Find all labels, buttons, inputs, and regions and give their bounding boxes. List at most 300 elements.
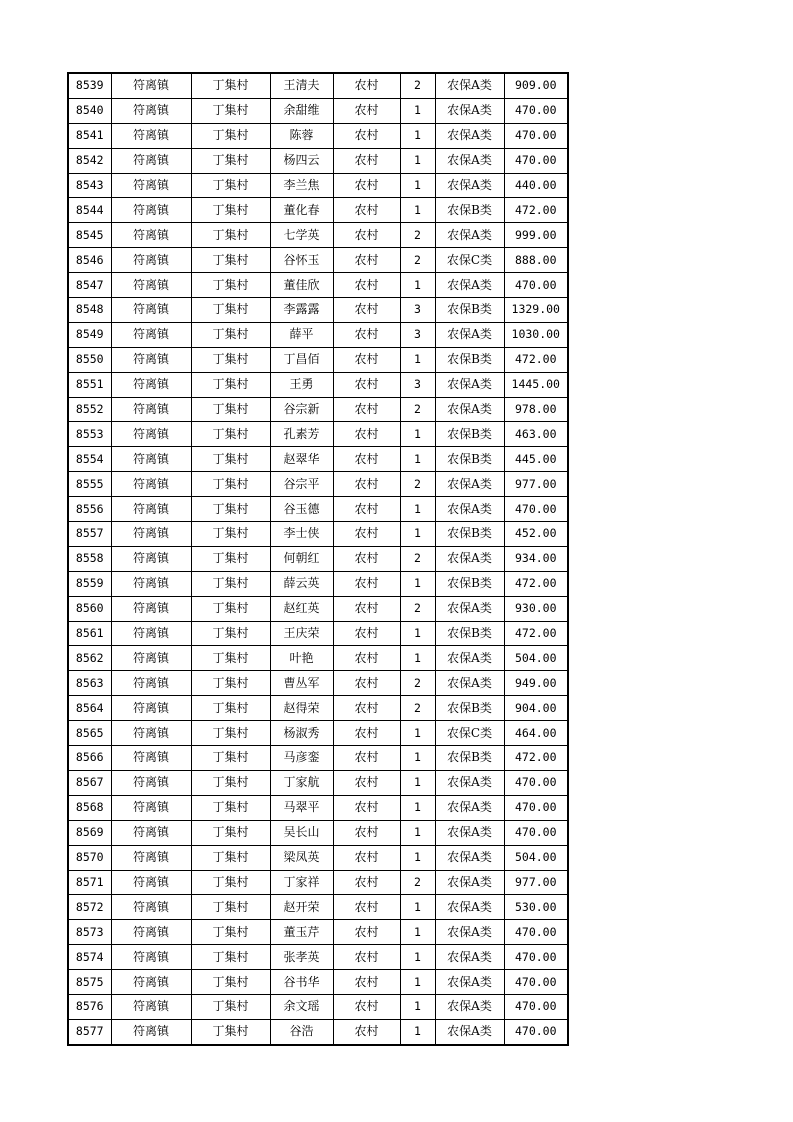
insurance-category-cell: 农保A类 (435, 472, 504, 497)
village-cell: 丁集村 (191, 970, 270, 995)
amount-cell: 470.00 (504, 970, 568, 995)
area-type-cell: 农村 (333, 1019, 400, 1044)
area-type-cell: 农村 (333, 98, 400, 123)
area-type-cell: 农村 (333, 273, 400, 298)
village-cell: 丁集村 (191, 621, 270, 646)
amount-cell: 440.00 (504, 173, 568, 198)
village-cell: 丁集村 (191, 322, 270, 347)
person-name-cell: 叶艳 (270, 646, 333, 671)
township-cell: 符离镇 (111, 870, 191, 895)
person-name-cell: 李士侠 (270, 522, 333, 547)
insurance-category-cell: 农保B类 (435, 422, 504, 447)
amount-cell: 530.00 (504, 895, 568, 920)
table-row (68, 945, 568, 970)
amount-cell: 934.00 (504, 546, 568, 571)
table-row (68, 273, 568, 298)
amount-cell: 470.00 (504, 123, 568, 148)
person-name-cell: 薛平 (270, 322, 333, 347)
household-size-cell: 1 (400, 98, 435, 123)
area-type-cell: 农村 (333, 497, 400, 522)
table-row (68, 522, 568, 547)
row-number: 8565 (68, 721, 111, 746)
village-cell: 丁集村 (191, 522, 270, 547)
township-cell: 符离镇 (111, 298, 191, 323)
village-cell: 丁集村 (191, 173, 270, 198)
insurance-category-cell: 农保A类 (435, 173, 504, 198)
township-cell: 符离镇 (111, 970, 191, 995)
table-row (68, 746, 568, 771)
village-cell: 丁集村 (191, 596, 270, 621)
row-number: 8552 (68, 397, 111, 422)
area-type-cell: 农村 (333, 696, 400, 721)
row-number: 8549 (68, 322, 111, 347)
area-type-cell: 农村 (333, 223, 400, 248)
row-number: 8545 (68, 223, 111, 248)
person-name-cell: 赵得荣 (270, 696, 333, 721)
household-size-cell: 1 (400, 198, 435, 223)
household-size-cell: 1 (400, 746, 435, 771)
row-number: 8563 (68, 671, 111, 696)
table-row (68, 895, 568, 920)
amount-cell: 463.00 (504, 422, 568, 447)
table-row (68, 845, 568, 870)
township-cell: 符离镇 (111, 148, 191, 173)
table-row (68, 571, 568, 596)
township-cell: 符离镇 (111, 746, 191, 771)
amount-cell: 888.00 (504, 248, 568, 273)
village-cell: 丁集村 (191, 671, 270, 696)
table-row (68, 920, 568, 945)
amount-cell: 978.00 (504, 397, 568, 422)
person-name-cell: 丁家航 (270, 770, 333, 795)
village-cell: 丁集村 (191, 721, 270, 746)
amount-cell: 1030.00 (504, 322, 568, 347)
person-name-cell: 谷宗平 (270, 472, 333, 497)
insurance-category-cell: 农保A类 (435, 73, 504, 98)
household-size-cell: 1 (400, 522, 435, 547)
row-number: 8574 (68, 945, 111, 970)
table-row (68, 298, 568, 323)
person-name-cell: 余文瑶 (270, 994, 333, 1019)
area-type-cell: 农村 (333, 895, 400, 920)
row-number: 8559 (68, 571, 111, 596)
person-name-cell: 梁凤英 (270, 845, 333, 870)
insurance-category-cell: 农保A类 (435, 223, 504, 248)
household-size-cell: 1 (400, 945, 435, 970)
insurance-category-cell: 农保A类 (435, 870, 504, 895)
table-row (68, 472, 568, 497)
area-type-cell: 农村 (333, 322, 400, 347)
table-row (68, 73, 568, 98)
insurance-category-cell: 农保A类 (435, 845, 504, 870)
area-type-cell: 农村 (333, 447, 400, 472)
township-cell: 符离镇 (111, 795, 191, 820)
table-row (68, 994, 568, 1019)
village-cell: 丁集村 (191, 248, 270, 273)
area-type-cell: 农村 (333, 970, 400, 995)
household-size-cell: 1 (400, 571, 435, 596)
amount-cell: 930.00 (504, 596, 568, 621)
person-name-cell: 赵开荣 (270, 895, 333, 920)
person-name-cell: 杨淑秀 (270, 721, 333, 746)
row-number: 8542 (68, 148, 111, 173)
township-cell: 符离镇 (111, 173, 191, 198)
amount-cell: 445.00 (504, 447, 568, 472)
table-row (68, 671, 568, 696)
township-cell: 符离镇 (111, 596, 191, 621)
person-name-cell: 董佳欣 (270, 273, 333, 298)
table-row (68, 347, 568, 372)
person-name-cell: 孔素芳 (270, 422, 333, 447)
township-cell: 符离镇 (111, 770, 191, 795)
amount-cell: 470.00 (504, 1019, 568, 1044)
household-size-cell: 2 (400, 248, 435, 273)
household-size-cell: 1 (400, 422, 435, 447)
area-type-cell: 农村 (333, 422, 400, 447)
household-size-cell: 2 (400, 596, 435, 621)
row-number: 8540 (68, 98, 111, 123)
village-cell: 丁集村 (191, 795, 270, 820)
insurance-category-cell: 农保B类 (435, 696, 504, 721)
insurance-category-cell: 农保A类 (435, 397, 504, 422)
area-type-cell: 农村 (333, 671, 400, 696)
village-cell: 丁集村 (191, 646, 270, 671)
household-size-cell: 1 (400, 646, 435, 671)
amount-cell: 470.00 (504, 994, 568, 1019)
amount-cell: 909.00 (504, 73, 568, 98)
amount-cell: 470.00 (504, 98, 568, 123)
table-row (68, 970, 568, 995)
township-cell: 符离镇 (111, 472, 191, 497)
insurance-category-cell: 农保A类 (435, 970, 504, 995)
area-type-cell: 农村 (333, 546, 400, 571)
village-cell: 丁集村 (191, 820, 270, 845)
township-cell: 符离镇 (111, 1019, 191, 1044)
township-cell: 符离镇 (111, 248, 191, 273)
insurance-category-cell: 农保A类 (435, 497, 504, 522)
township-cell: 符离镇 (111, 447, 191, 472)
table-row (68, 770, 568, 795)
table-row (68, 322, 568, 347)
village-cell: 丁集村 (191, 920, 270, 945)
person-name-cell: 杨四云 (270, 148, 333, 173)
person-name-cell: 谷玉德 (270, 497, 333, 522)
table-row (68, 820, 568, 845)
township-cell: 符离镇 (111, 73, 191, 98)
insurance-category-cell: 农保A类 (435, 1019, 504, 1044)
area-type-cell: 农村 (333, 571, 400, 596)
insurance-category-cell: 农保A类 (435, 895, 504, 920)
insurance-category-cell: 农保C类 (435, 248, 504, 273)
township-cell: 符离镇 (111, 721, 191, 746)
household-size-cell: 1 (400, 173, 435, 198)
area-type-cell: 农村 (333, 795, 400, 820)
household-size-cell: 1 (400, 770, 435, 795)
person-name-cell: 李露露 (270, 298, 333, 323)
row-number: 8541 (68, 123, 111, 148)
amount-cell: 470.00 (504, 820, 568, 845)
table-row (68, 223, 568, 248)
table-row (68, 422, 568, 447)
amount-cell: 470.00 (504, 795, 568, 820)
household-size-cell: 2 (400, 696, 435, 721)
township-cell: 符离镇 (111, 123, 191, 148)
row-number: 8554 (68, 447, 111, 472)
village-cell: 丁集村 (191, 497, 270, 522)
insurance-category-cell: 农保A类 (435, 920, 504, 945)
row-number: 8543 (68, 173, 111, 198)
table-row (68, 546, 568, 571)
household-size-cell: 1 (400, 970, 435, 995)
table-row (68, 621, 568, 646)
village-cell: 丁集村 (191, 148, 270, 173)
village-cell: 丁集村 (191, 397, 270, 422)
amount-cell: 470.00 (504, 148, 568, 173)
household-size-cell: 2 (400, 671, 435, 696)
insurance-category-cell: 农保B类 (435, 447, 504, 472)
area-type-cell: 农村 (333, 123, 400, 148)
person-name-cell: 马翠平 (270, 795, 333, 820)
row-number: 8548 (68, 298, 111, 323)
insurance-category-cell: 农保A类 (435, 646, 504, 671)
area-type-cell: 农村 (333, 73, 400, 98)
row-number: 8557 (68, 522, 111, 547)
table-row (68, 596, 568, 621)
row-number: 8577 (68, 1019, 111, 1044)
person-name-cell: 谷书华 (270, 970, 333, 995)
row-number: 8573 (68, 920, 111, 945)
row-number: 8570 (68, 845, 111, 870)
household-size-cell: 1 (400, 895, 435, 920)
village-cell: 丁集村 (191, 472, 270, 497)
village-cell: 丁集村 (191, 1019, 270, 1044)
area-type-cell: 农村 (333, 721, 400, 746)
household-size-cell: 2 (400, 73, 435, 98)
amount-cell: 999.00 (504, 223, 568, 248)
insurance-category-cell: 农保B类 (435, 522, 504, 547)
area-type-cell: 农村 (333, 298, 400, 323)
row-number: 8544 (68, 198, 111, 223)
table-row (68, 646, 568, 671)
township-cell: 符离镇 (111, 322, 191, 347)
household-size-cell: 1 (400, 920, 435, 945)
household-size-cell: 1 (400, 994, 435, 1019)
area-type-cell: 农村 (333, 945, 400, 970)
household-size-cell: 2 (400, 397, 435, 422)
area-type-cell: 农村 (333, 770, 400, 795)
row-number: 8547 (68, 273, 111, 298)
township-cell: 符离镇 (111, 372, 191, 397)
village-cell: 丁集村 (191, 845, 270, 870)
village-cell: 丁集村 (191, 372, 270, 397)
township-cell: 符离镇 (111, 945, 191, 970)
household-size-cell: 1 (400, 347, 435, 372)
township-cell: 符离镇 (111, 497, 191, 522)
row-number: 8569 (68, 820, 111, 845)
amount-cell: 504.00 (504, 845, 568, 870)
person-name-cell: 张孝英 (270, 945, 333, 970)
person-name-cell: 曹丛军 (270, 671, 333, 696)
village-cell: 丁集村 (191, 98, 270, 123)
township-cell: 符离镇 (111, 397, 191, 422)
table-row (68, 397, 568, 422)
insurance-category-cell: 农保B类 (435, 746, 504, 771)
township-cell: 符离镇 (111, 571, 191, 596)
household-size-cell: 1 (400, 273, 435, 298)
area-type-cell: 农村 (333, 920, 400, 945)
insurance-category-cell: 农保C类 (435, 721, 504, 746)
person-name-cell: 余甜维 (270, 98, 333, 123)
person-name-cell: 丁昌佰 (270, 347, 333, 372)
row-number: 8556 (68, 497, 111, 522)
amount-cell: 977.00 (504, 870, 568, 895)
household-size-cell: 2 (400, 472, 435, 497)
table-row (68, 1019, 568, 1044)
amount-cell: 977.00 (504, 472, 568, 497)
table-row (68, 447, 568, 472)
person-name-cell: 吴长山 (270, 820, 333, 845)
household-size-cell: 1 (400, 795, 435, 820)
person-name-cell: 何朝红 (270, 546, 333, 571)
village-cell: 丁集村 (191, 422, 270, 447)
household-size-cell: 1 (400, 447, 435, 472)
person-name-cell: 马彦銮 (270, 746, 333, 771)
area-type-cell: 农村 (333, 646, 400, 671)
table-row (68, 248, 568, 273)
township-cell: 符离镇 (111, 646, 191, 671)
household-size-cell: 1 (400, 621, 435, 646)
township-cell: 符离镇 (111, 920, 191, 945)
village-cell: 丁集村 (191, 994, 270, 1019)
person-name-cell: 王勇 (270, 372, 333, 397)
table-row (68, 98, 568, 123)
row-number: 8568 (68, 795, 111, 820)
amount-cell: 472.00 (504, 347, 568, 372)
township-cell: 符离镇 (111, 671, 191, 696)
table-row (68, 198, 568, 223)
area-type-cell: 农村 (333, 248, 400, 273)
person-name-cell: 薛云英 (270, 571, 333, 596)
row-number: 8553 (68, 422, 111, 447)
insurance-category-cell: 农保A类 (435, 945, 504, 970)
person-name-cell: 陈蓉 (270, 123, 333, 148)
township-cell: 符离镇 (111, 696, 191, 721)
township-cell: 符离镇 (111, 198, 191, 223)
village-cell: 丁集村 (191, 347, 270, 372)
person-name-cell: 赵翠华 (270, 447, 333, 472)
household-size-cell: 1 (400, 820, 435, 845)
household-size-cell: 1 (400, 845, 435, 870)
township-cell: 符离镇 (111, 273, 191, 298)
area-type-cell: 农村 (333, 148, 400, 173)
amount-cell: 472.00 (504, 746, 568, 771)
amount-cell: 470.00 (504, 945, 568, 970)
row-number: 8571 (68, 870, 111, 895)
household-size-cell: 1 (400, 1019, 435, 1044)
table-row (68, 870, 568, 895)
insurance-category-cell: 农保B类 (435, 571, 504, 596)
household-size-cell: 3 (400, 298, 435, 323)
person-name-cell: 董玉芹 (270, 920, 333, 945)
insurance-category-cell: 农保A类 (435, 98, 504, 123)
row-number: 8546 (68, 248, 111, 273)
amount-cell: 472.00 (504, 621, 568, 646)
village-cell: 丁集村 (191, 223, 270, 248)
row-number: 8567 (68, 770, 111, 795)
insurance-category-cell: 农保B类 (435, 298, 504, 323)
person-name-cell: 赵红英 (270, 596, 333, 621)
insurance-category-cell: 农保A类 (435, 372, 504, 397)
household-size-cell: 1 (400, 721, 435, 746)
village-cell: 丁集村 (191, 870, 270, 895)
insurance-category-cell: 农保B类 (435, 621, 504, 646)
insurance-category-cell: 农保A类 (435, 322, 504, 347)
area-type-cell: 农村 (333, 994, 400, 1019)
person-name-cell: 丁家祥 (270, 870, 333, 895)
row-number: 8551 (68, 372, 111, 397)
village-cell: 丁集村 (191, 273, 270, 298)
village-cell: 丁集村 (191, 546, 270, 571)
household-size-cell: 1 (400, 148, 435, 173)
table-row (68, 497, 568, 522)
amount-cell: 1445.00 (504, 372, 568, 397)
area-type-cell: 农村 (333, 820, 400, 845)
village-cell: 丁集村 (191, 696, 270, 721)
village-cell: 丁集村 (191, 73, 270, 98)
person-name-cell: 王庆荣 (270, 621, 333, 646)
area-type-cell: 农村 (333, 845, 400, 870)
row-number: 8560 (68, 596, 111, 621)
row-number: 8558 (68, 546, 111, 571)
area-type-cell: 农村 (333, 347, 400, 372)
area-type-cell: 农村 (333, 870, 400, 895)
insurance-category-cell: 农保A类 (435, 148, 504, 173)
insurance-category-cell: 农保A类 (435, 671, 504, 696)
township-cell: 符离镇 (111, 98, 191, 123)
village-cell: 丁集村 (191, 198, 270, 223)
township-cell: 符离镇 (111, 546, 191, 571)
village-cell: 丁集村 (191, 571, 270, 596)
township-cell: 符离镇 (111, 223, 191, 248)
amount-cell: 904.00 (504, 696, 568, 721)
township-cell: 符离镇 (111, 845, 191, 870)
area-type-cell: 农村 (333, 472, 400, 497)
household-size-cell: 1 (400, 123, 435, 148)
amount-cell: 464.00 (504, 721, 568, 746)
person-name-cell: 谷宗新 (270, 397, 333, 422)
insurance-category-cell: 农保A类 (435, 273, 504, 298)
household-size-cell: 2 (400, 546, 435, 571)
household-size-cell: 3 (400, 372, 435, 397)
area-type-cell: 农村 (333, 372, 400, 397)
insurance-category-cell: 农保A类 (435, 820, 504, 845)
insurance-category-cell: 农保B类 (435, 347, 504, 372)
insurance-category-cell: 农保A类 (435, 546, 504, 571)
area-type-cell: 农村 (333, 596, 400, 621)
village-cell: 丁集村 (191, 945, 270, 970)
township-cell: 符离镇 (111, 347, 191, 372)
area-type-cell: 农村 (333, 522, 400, 547)
village-cell: 丁集村 (191, 895, 270, 920)
household-size-cell: 1 (400, 497, 435, 522)
amount-cell: 472.00 (504, 198, 568, 223)
row-number: 8555 (68, 472, 111, 497)
area-type-cell: 农村 (333, 198, 400, 223)
insurance-category-cell: 农保A类 (435, 994, 504, 1019)
township-cell: 符离镇 (111, 522, 191, 547)
person-name-cell: 谷浩 (270, 1019, 333, 1044)
township-cell: 符离镇 (111, 994, 191, 1019)
